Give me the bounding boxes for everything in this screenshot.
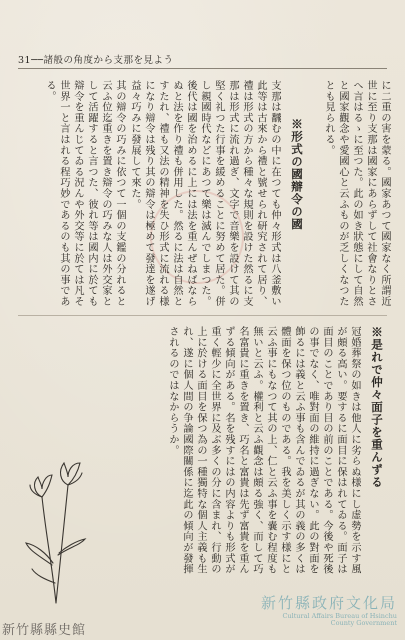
face-section-text: 冠婚葬祭の如きは他人に劣らぬ様にし虚勢を示す風が頗る高い。要するに面目に保はれてゐる。面子は面目のことであり目の前のことである。今後や死後の事でなく、唯對面の維持に過ぎない。此の對面を飾るには義と云ふ事も含んでゐるが其の義の多くは體面を保つ位のものである。我を美しく示す様にと云ふ事にもなつて其の上、仁と云ふ事を嚢む程度も無いと云ふ。權利と云ふ觀念は頗る強く、而して巧名富貴に重きを置き、巧名と富貴は先ず富貴を重んずる傾向がある。名を残すにはの内容よりも形式が重く輕少に全世界に及ぶ多くの分に含まれ、行動の上に於ける面目を保つ為の一種獨特な個人主義も生れ、遂に個人間の争論國際關係に迄此の傾向が發揮されるのではなからうか。 xyxy=(167,326,360,575)
intro-text: に二重の害を蒙る。國家あつて國家なく所謂近世に至り支那は國家にあらずして社會なりとさへ言はるゝに至つた。此の如き狀態にして自然と國家觀念や愛國心と云ふものが乏しくなつたとも見られる。 xyxy=(323,80,390,307)
section-divider xyxy=(18,315,387,316)
heading-text: 是れで仲々面子を重んずる xyxy=(370,338,384,489)
form-section-body xyxy=(129,80,281,308)
face-section-body xyxy=(99,326,361,578)
bureau-watermark-title: 新竹縣政府文化局 xyxy=(260,594,397,612)
rhetoric-text: 其の辯令の巧みに依つて一個の支鑑の分れると云ふ位迄重きを置き辯令の巧みな人は外交家として活躍すると言つた、彼れ等は國内に於ても辯令を重んじてゐる況んや外交等に於ては凡そ世界一と言はれる程巧妙であるのも其の事である。 xyxy=(44,80,125,307)
bureau-watermark-en-1: Cultural Affairs Bureau of Hsinchu xyxy=(282,612,397,620)
archive-watermark: 新竹縣縣史館 xyxy=(2,623,87,638)
heading-text: 形式の國辯令の國 xyxy=(290,130,304,231)
bureau-watermark-en-2: County Government xyxy=(330,619,397,627)
reference-mark-icon: ※ xyxy=(290,118,304,131)
flower-illustration xyxy=(22,455,88,605)
form-section-text: 支那は飜むの中に在つても仲々形式は八釜敷い此等は古來から禮と號せられ研究されて居り、禮は形式の方から種々な規則を設けた然るに支那は形式に流れ過ぎ、文字で音樂を設けて其の堅く礼つた行事を緩めることに努めて居た。併し親國時代などにあつて樂は滅んでしまつた。後代は國を治めるに上には法を重んぜねばならぬと法を作り禮も併用した。然るに法は自然とすたれ、禮も又法の精神を失ひ形式に流れる様になり辯令は残り其の辯令は極めて發達を遂げ益々巧みに發展して來た。 xyxy=(129,80,280,307)
rhetoric-paragraph xyxy=(14,80,126,308)
header-rule xyxy=(18,68,387,69)
reference-mark-icon: ※ xyxy=(370,326,384,339)
bureau-watermark xyxy=(261,592,397,627)
section-heading-face xyxy=(369,326,385,496)
section-heading-form xyxy=(289,118,305,308)
intro-paragraph xyxy=(313,80,391,308)
running-header: 31──諸般の角度から支那を見よう xyxy=(18,55,174,66)
